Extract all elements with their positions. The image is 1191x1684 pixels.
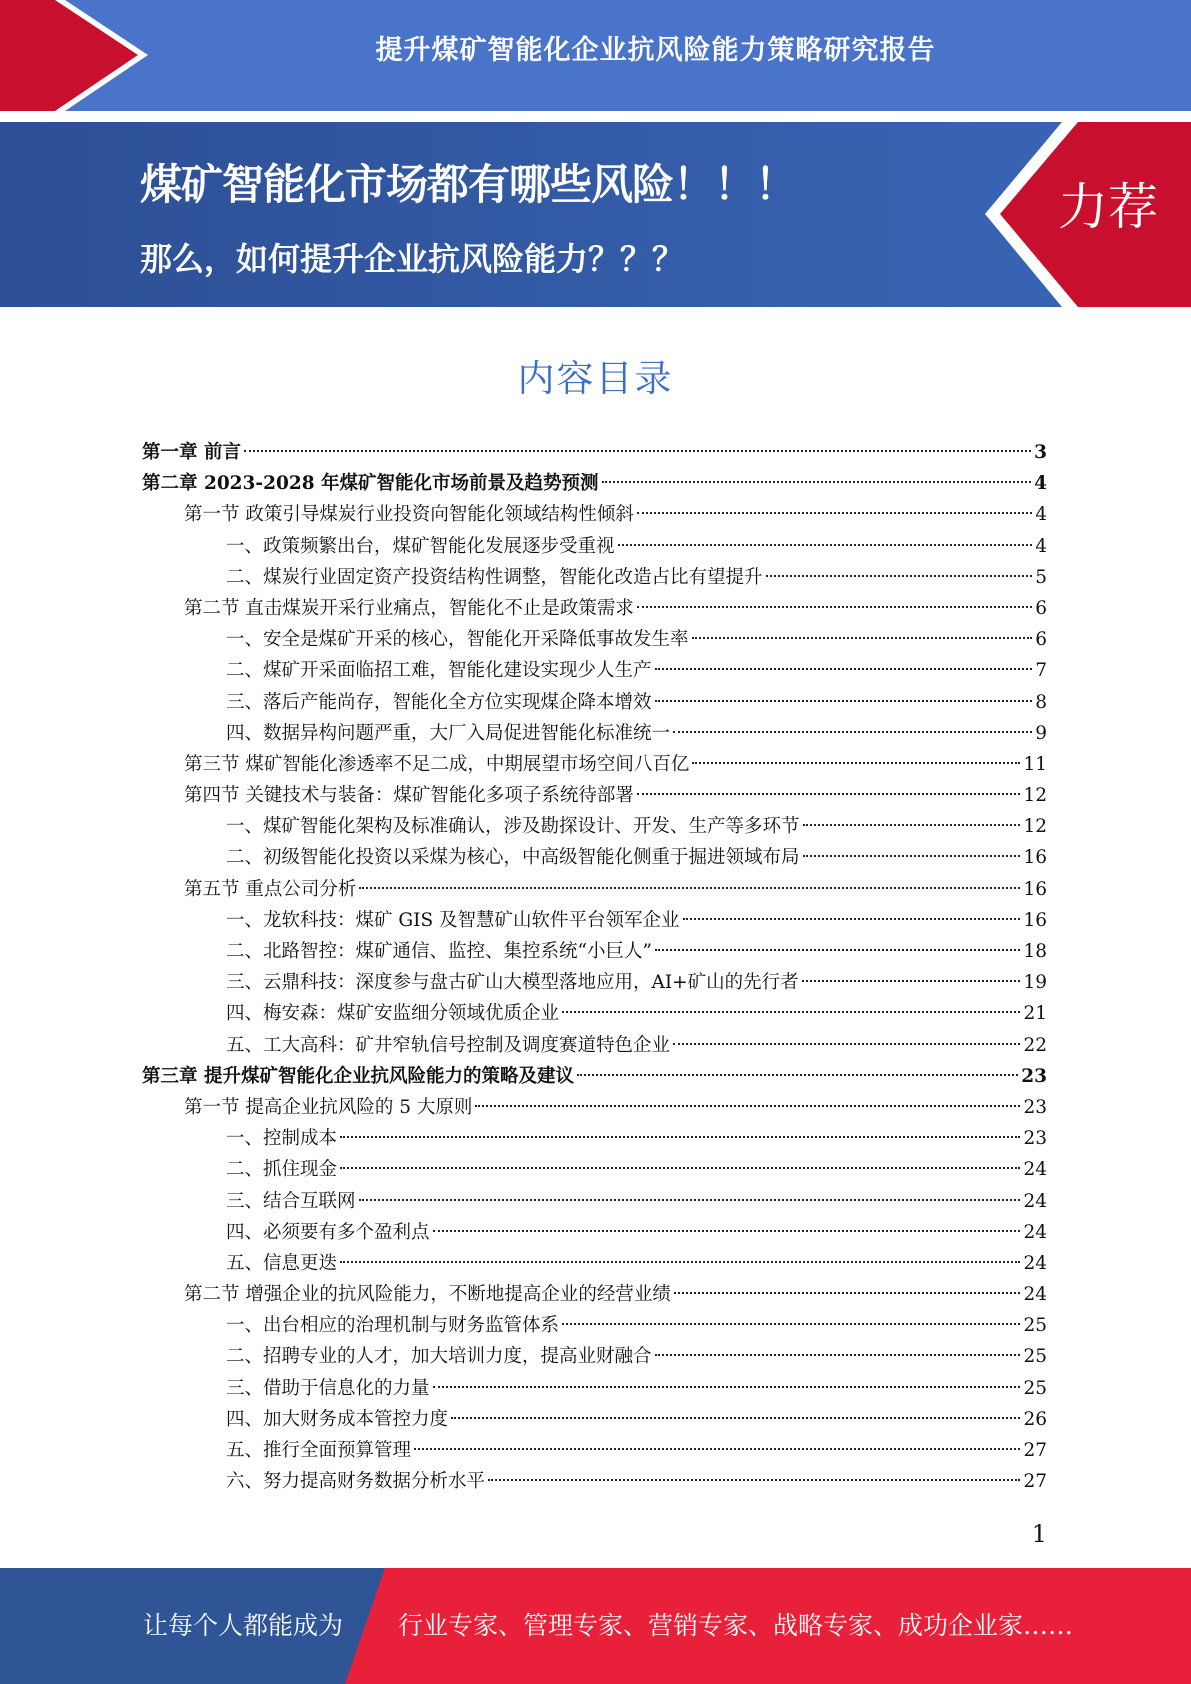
toc-entry[interactable] xyxy=(142,1248,1047,1279)
toc-entry-title: 二、煤矿开采面临招工难，智能化建设实现少人生产 xyxy=(226,660,652,682)
toc-entry-title: 三、落后产能尚存，智能化全方位实现煤企降本增效 xyxy=(226,691,652,713)
toc-entry[interactable] xyxy=(142,811,1047,842)
toc-dot-leader xyxy=(655,1354,1021,1356)
recommend-badge: 力荐 xyxy=(1058,178,1158,236)
toc-entry-page: 4 xyxy=(1035,535,1047,557)
toc-entry[interactable] xyxy=(142,1186,1047,1217)
toc-dot-leader xyxy=(673,1043,1020,1045)
toc-dot-leader xyxy=(433,1230,1021,1232)
toc-entry-page: 23 xyxy=(1021,1065,1047,1087)
toc-dot-leader xyxy=(359,887,1020,889)
toc-entry-page: 16 xyxy=(1023,847,1047,869)
toc-entry[interactable] xyxy=(142,1404,1047,1435)
toc-dot-leader xyxy=(602,481,1032,483)
toc-entry[interactable] xyxy=(142,1279,1047,1310)
toc-entry-title: 一、控制成本 xyxy=(226,1128,338,1150)
toc-entry-title: 三、结合互联网 xyxy=(226,1190,356,1212)
toc-entry-page: 3 xyxy=(1034,442,1047,463)
toc-entry[interactable] xyxy=(142,1373,1047,1404)
toc-dot-leader xyxy=(655,700,1033,702)
toc-entry[interactable] xyxy=(142,1310,1047,1341)
toc-entry[interactable] xyxy=(142,780,1047,811)
toc-entry[interactable] xyxy=(142,1092,1047,1123)
toc-dot-leader xyxy=(562,1323,1020,1325)
toc-entry-title: 一、政策频繁出台，煤矿智能化发展逐步受重视 xyxy=(226,535,615,557)
toc-entry[interactable] xyxy=(142,1061,1047,1092)
toc-entry[interactable] xyxy=(142,905,1047,936)
toc-entry[interactable] xyxy=(142,718,1047,749)
toc-entry[interactable] xyxy=(142,531,1047,562)
toc-dot-leader xyxy=(803,855,1021,857)
toc-dot-leader xyxy=(692,762,1020,764)
toc-entry-title: 第五节 重点公司分析 xyxy=(184,878,357,900)
toc-entry-title: 三、云鼎科技：深度参与盘古矿山大模型落地应用，AI+矿山的先行者 xyxy=(226,972,799,994)
toc-heading: 内容目录 xyxy=(517,357,674,400)
toc-entry[interactable] xyxy=(142,624,1047,655)
toc-entry-page: 16 xyxy=(1023,878,1047,900)
toc-entry[interactable] xyxy=(142,593,1047,624)
toc-entry-title: 五、工大高科：矿井窄轨信号控制及调度赛道特色企业 xyxy=(226,1034,671,1056)
toc-entry[interactable] xyxy=(142,1030,1047,1061)
toc-entry[interactable] xyxy=(142,936,1047,967)
toc-entry-title: 第四节 关键技术与装备：煤矿智能化多项子系统待部署 xyxy=(184,785,634,807)
toc-entry-page: 24 xyxy=(1023,1190,1047,1212)
toc-dot-leader xyxy=(414,1448,1020,1450)
toc-dot-leader xyxy=(673,731,1032,733)
toc-dot-leader xyxy=(655,949,1021,951)
toc-dot-leader xyxy=(692,637,1033,639)
toc-entry-page: 25 xyxy=(1023,1315,1047,1337)
toc-entry-page: 24 xyxy=(1023,1159,1047,1181)
toc-entry-page: 24 xyxy=(1023,1284,1047,1306)
toc-entry-title: 六、努力提高财务数据分析水平 xyxy=(226,1471,486,1493)
footer-slogan-left: 让每个人都能成为 xyxy=(143,1611,344,1640)
toc-entry-title: 第二章 2023-2028 年煤矿智能化市场前景及趋势预测 xyxy=(142,473,599,495)
toc-entry-title: 四、必须要有多个盈利点 xyxy=(226,1221,430,1243)
toc-entry-title: 四、数据异构问题严重，大厂入局促进智能化标准统一 xyxy=(226,722,671,744)
toc-entry[interactable] xyxy=(142,842,1047,873)
toc-entry-page: 22 xyxy=(1023,1034,1047,1056)
toc-entry-title: 第一节 提高企业抗风险的 5 大原则 xyxy=(184,1096,473,1118)
toc-dot-leader xyxy=(340,1136,1020,1138)
toc-dot-leader xyxy=(577,1074,1018,1076)
toc-entry-title: 五、推行全面预算管理 xyxy=(226,1440,412,1461)
page-number: 1 xyxy=(1031,1520,1047,1548)
toc-entry-title: 二、初级智能化投资以采煤为核心，中高级智能化侧重于掘进领域布局 xyxy=(226,847,800,869)
toc-entry-page: 12 xyxy=(1023,785,1047,807)
toc-entry-title: 一、安全是煤矿开采的核心，智能化开采降低事故发生率 xyxy=(226,629,689,651)
toc-entry-page: 6 xyxy=(1035,629,1047,651)
toc-entry-title: 五、信息更迭 xyxy=(226,1252,338,1274)
toc-dot-leader xyxy=(802,980,1021,982)
toc-entry-page: 18 xyxy=(1023,941,1047,962)
toc-entry[interactable] xyxy=(142,1466,1047,1497)
toc-dot-leader xyxy=(488,1479,1020,1481)
toc-entry-title: 三、借助于信息化的力量 xyxy=(226,1377,430,1399)
toc-entry-title: 二、招聘专业的人才，加大培训力度，提高业财融合 xyxy=(226,1346,652,1368)
toc-entry-title: 一、龙软科技：煤矿 GIS 及智慧矿山软件平台领军企业 xyxy=(226,909,680,931)
toc-entry-page: 25 xyxy=(1023,1346,1047,1368)
toc-dot-leader xyxy=(359,1199,1021,1201)
toc-entry[interactable] xyxy=(142,967,1047,998)
toc-entry[interactable] xyxy=(142,1123,1047,1154)
toc-entry[interactable] xyxy=(142,749,1047,780)
toc-dot-leader xyxy=(244,450,1031,452)
toc-entry[interactable] xyxy=(142,1217,1047,1248)
toc-entry-title: 第三章 提升煤矿智能化企业抗风险能力的策略及建议 xyxy=(142,1065,574,1087)
toc-entry-title: 第三节 煤矿智能化渗透率不足二成，中期展望市场空间八百亿 xyxy=(184,753,690,775)
toc-entry[interactable] xyxy=(142,1435,1047,1466)
toc-entry[interactable] xyxy=(142,499,1047,530)
toc-entry-title: 第一章 前言 xyxy=(142,442,241,463)
toc-dot-leader xyxy=(340,1261,1020,1263)
toc-dot-leader xyxy=(637,606,1032,608)
footer-banner xyxy=(0,1568,1191,1684)
toc-entry[interactable] xyxy=(142,687,1047,718)
toc-entry-page: 23 xyxy=(1023,1096,1047,1118)
toc-entry-page: 16 xyxy=(1023,909,1047,931)
toc-dot-leader xyxy=(637,793,1021,795)
report-header-bar xyxy=(0,0,1191,111)
toc-entry[interactable] xyxy=(142,1341,1047,1372)
toc-dot-leader xyxy=(618,544,1033,546)
toc-entry-page: 9 xyxy=(1035,722,1047,744)
toc-dot-leader xyxy=(674,1292,1021,1294)
toc-entry[interactable] xyxy=(142,437,1047,468)
toc-entry[interactable] xyxy=(142,874,1047,905)
toc-entry-page: 4 xyxy=(1035,504,1047,526)
toc-entry-title: 四、加大财务成本管控力度 xyxy=(226,1408,449,1430)
toc-dot-leader xyxy=(683,918,1021,920)
toc-entry-page: 8 xyxy=(1035,691,1047,713)
toc-entry-title: 第二节 直击煤炭开采行业痛点，智能化不止是政策需求 xyxy=(184,597,634,619)
banner-subheadline: 那么，如何提升企业抗风险能力？？？ xyxy=(140,240,685,278)
toc-entry-page: 23 xyxy=(1023,1128,1047,1150)
toc-entry-page: 25 xyxy=(1023,1377,1047,1399)
toc-entry[interactable] xyxy=(142,998,1047,1029)
toc-entry-title: 二、煤炭行业固定资产投资结构性调整，智能化改造占比有望提升 xyxy=(226,566,763,588)
toc-entry-page: 11 xyxy=(1023,753,1047,775)
toc-entry-page: 21 xyxy=(1023,1003,1047,1025)
toc-entry[interactable] xyxy=(142,655,1047,686)
toc-dot-leader xyxy=(433,1386,1021,1388)
toc-entry-title: 四、梅安森：煤矿安监细分领域优质企业 xyxy=(226,1003,560,1025)
toc-dot-leader xyxy=(803,824,1021,826)
toc-dot-leader xyxy=(637,512,1032,514)
toc-entry-page: 7 xyxy=(1035,660,1047,682)
toc-entry-page: 4 xyxy=(1034,473,1047,495)
toc-entry[interactable] xyxy=(142,1154,1047,1185)
toc-dot-leader xyxy=(475,1105,1020,1107)
toc-dot-leader xyxy=(562,1011,1020,1013)
report-title: 提升煤矿智能化企业抗风险能力策略研究报告 xyxy=(375,35,936,66)
toc-dot-leader xyxy=(451,1417,1020,1419)
toc-entry-page: 27 xyxy=(1023,1471,1047,1493)
toc-entry-title: 一、煤矿智能化架构及标准确认，涉及勘探设计、开发、生产等多环节 xyxy=(226,816,800,838)
toc-entry[interactable] xyxy=(142,562,1047,593)
toc-entry-page: 24 xyxy=(1023,1221,1047,1243)
toc-entry-title: 二、北路智控：煤矿通信、监控、集控系统“小巨人” xyxy=(226,941,652,962)
toc-dot-leader xyxy=(340,1167,1020,1169)
toc-entry-title: 第二节 增强企业的抗风险能力，不断地提高企业的经营业绩 xyxy=(184,1284,671,1306)
toc-entry-page: 12 xyxy=(1023,816,1047,838)
hero-banner xyxy=(0,122,1191,307)
toc-entry-page: 5 xyxy=(1035,566,1047,588)
toc-dot-leader xyxy=(655,668,1033,670)
table-of-contents xyxy=(142,437,1047,1497)
toc-dot-leader xyxy=(766,575,1033,577)
toc-entry-title: 第一节 政策引导煤炭行业投资向智能化领域结构性倾斜 xyxy=(184,504,634,526)
toc-entry-page: 24 xyxy=(1023,1252,1047,1274)
toc-entry-page: 26 xyxy=(1023,1408,1047,1430)
toc-entry[interactable] xyxy=(142,468,1047,499)
toc-entry-page: 19 xyxy=(1023,972,1047,994)
footer-slogan-right: 行业专家、管理专家、营销专家、战略专家、成功企业家…… xyxy=(398,1611,1074,1640)
toc-entry-page: 27 xyxy=(1023,1440,1047,1461)
banner-headline: 煤矿智能化市场都有哪些风险！！！ xyxy=(140,160,797,209)
toc-entry-title: 二、抓住现金 xyxy=(226,1159,338,1181)
toc-entry-title: 一、出台相应的治理机制与财务监管体系 xyxy=(226,1315,560,1337)
toc-entry-page: 6 xyxy=(1035,597,1047,619)
